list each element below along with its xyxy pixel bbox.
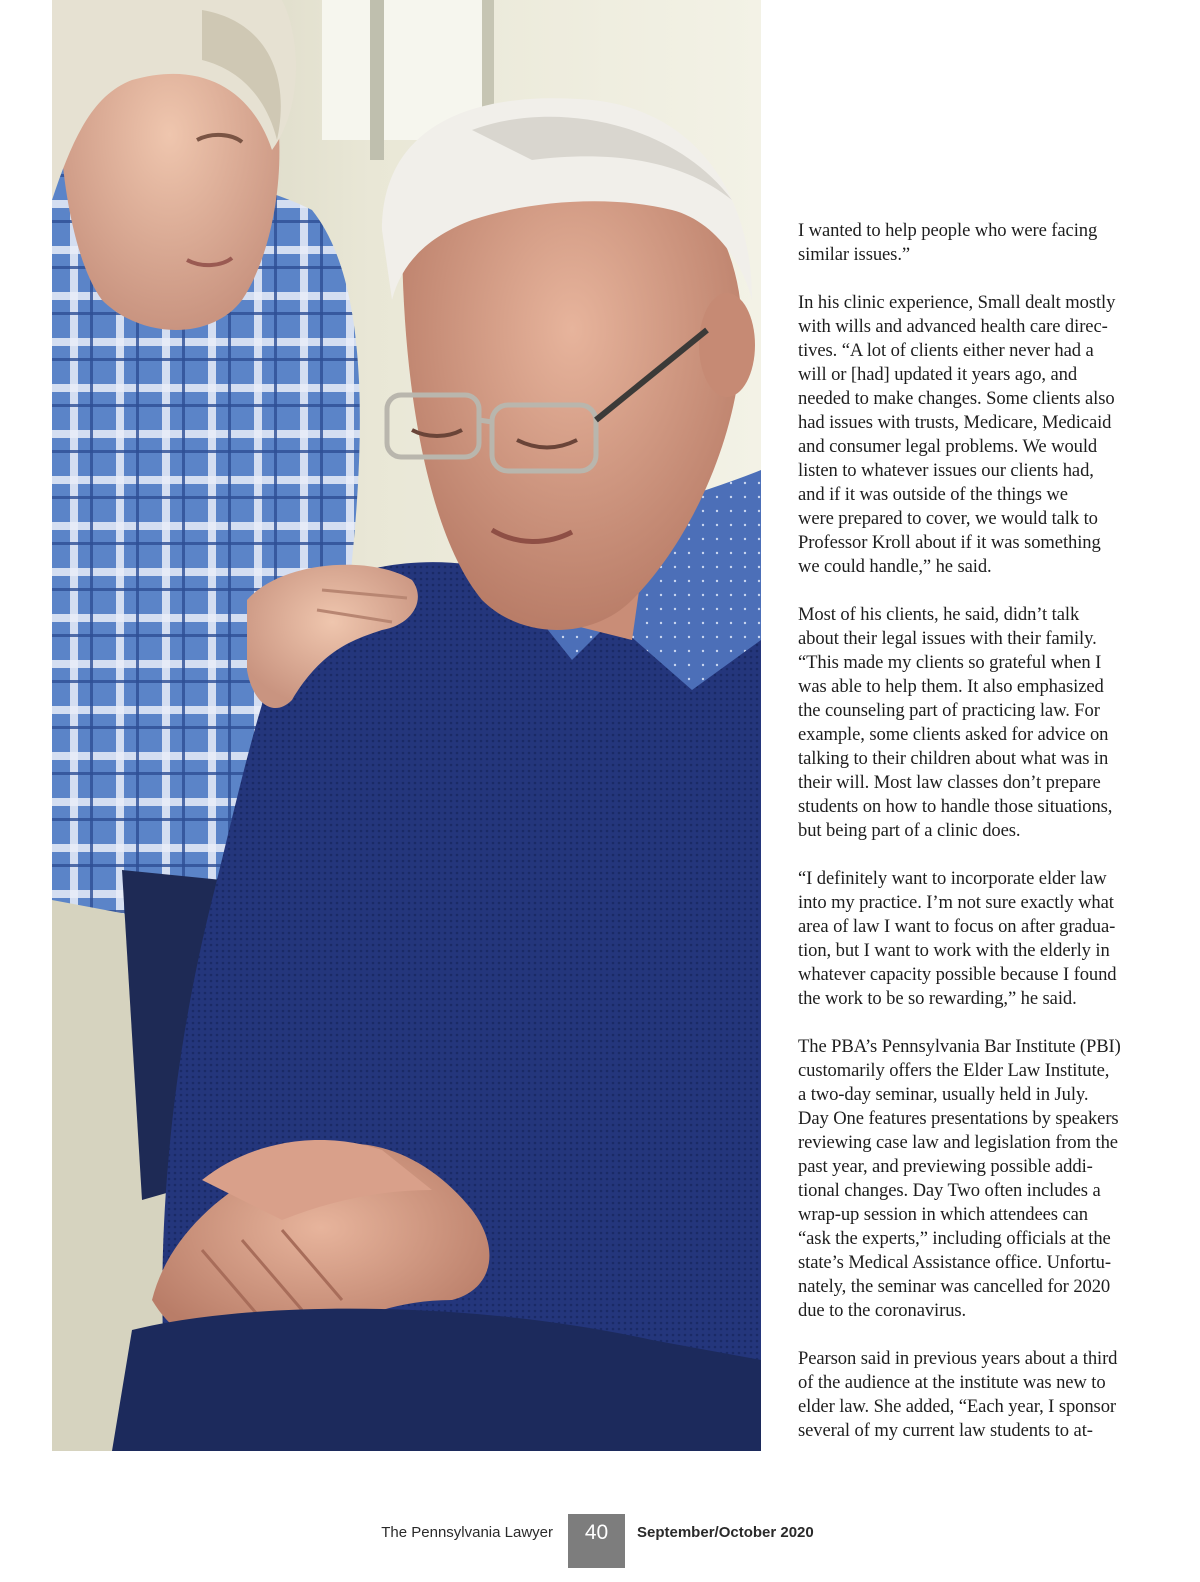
page-number: 40	[568, 1514, 625, 1568]
article-paragraph	[798, 1035, 1143, 1323]
text-line: and consumer legal problems. We would	[798, 436, 1098, 457]
issue-date: September/October 2020	[637, 1524, 814, 1541]
text-line: with wills and advanced health care direc-	[798, 316, 1108, 337]
text-line: listen to whatever issues our clients had,	[798, 460, 1094, 481]
text-line: will or [had] updated it years ago, and	[798, 364, 1078, 385]
text-line: Pearson said in previous years about a third	[798, 1348, 1118, 1369]
text-line: nately, the seminar was cancelled for 2020	[798, 1276, 1111, 1297]
article-body	[798, 219, 1143, 1467]
text-line: about their legal issues with their family.	[798, 628, 1097, 649]
text-line: tives. “A lot of clients either never had a	[798, 340, 1094, 361]
text-line: talking to their children about what was in	[798, 748, 1109, 769]
text-line: The PBA’s Pennsylvania Bar Institute (PBI)	[798, 1036, 1121, 1057]
elderly-couple-illustration	[52, 0, 761, 1451]
text-line: state’s Medical Assistance office. Unfortu-	[798, 1252, 1111, 1273]
text-line: reviewing case law and legislation from the	[798, 1132, 1118, 1153]
text-line: “This made my clients so grateful when I	[798, 652, 1102, 673]
text-line: Professor Kroll about if it was something	[798, 532, 1101, 553]
text-line: a two-day seminar, usually held in July.	[798, 1084, 1089, 1105]
text-line: customarily offers the Elder Law Institute,	[798, 1060, 1110, 1081]
article-paragraph	[798, 219, 1143, 267]
text-line: had issues with trusts, Medicare, Medicaid	[798, 412, 1112, 433]
text-line: I wanted to help people who were facing	[798, 220, 1098, 241]
text-line: similar issues.”	[798, 244, 911, 265]
text-line: we could handle,” he said.	[798, 556, 992, 577]
text-line: elder law. She added, “Each year, I sponsor	[798, 1396, 1116, 1417]
text-line: several of my current law students to at-	[798, 1420, 1093, 1441]
article-paragraph	[798, 1347, 1143, 1443]
text-line: of the audience at the institute was new to	[798, 1372, 1106, 1393]
text-line: were prepared to cover, we would talk to	[798, 508, 1098, 529]
text-line: students on how to handle those situations,	[798, 796, 1113, 817]
text-line: tion, but I want to work with the elderly in	[798, 940, 1110, 961]
text-line: past year, and previewing possible addi-	[798, 1156, 1093, 1177]
publication-name: The Pennsylvania Lawyer	[381, 1524, 553, 1541]
article-paragraph	[798, 867, 1143, 1011]
text-line: the work to be so rewarding,” he said.	[798, 988, 1077, 1009]
article-paragraph	[798, 603, 1143, 843]
text-line: area of law I want to focus on after gradua-	[798, 916, 1116, 937]
text-line: was able to help them. It also emphasized	[798, 676, 1104, 697]
article-paragraph	[798, 291, 1143, 579]
text-line: the counseling part of practicing law. For	[798, 700, 1100, 721]
text-line: example, some clients asked for advice on	[798, 724, 1109, 745]
text-line: into my practice. I’m not sure exactly what	[798, 892, 1114, 913]
text-line: Day One features presentations by speakers	[798, 1108, 1119, 1129]
text-line: “I definitely want to incorporate elder law	[798, 868, 1107, 889]
text-line: Most of his clients, he said, didn’t talk	[798, 604, 1080, 625]
text-line: due to the coronavirus.	[798, 1300, 967, 1321]
text-line: whatever capacity possible because I found	[798, 964, 1117, 985]
article-photo	[52, 0, 761, 1451]
text-line: “ask the experts,” including officials at the	[798, 1228, 1111, 1249]
text-line: needed to make changes. Some clients also	[798, 388, 1115, 409]
text-line: wrap-up session in which attendees can	[798, 1204, 1088, 1225]
text-line: their will. Most law classes don’t prepare	[798, 772, 1101, 793]
text-line: and if it was outside of the things we	[798, 484, 1068, 505]
text-line: tional changes. Day Two often includes a	[798, 1180, 1101, 1201]
text-line: but being part of a clinic does.	[798, 820, 1021, 841]
text-line: In his clinic experience, Small dealt mostly	[798, 292, 1116, 313]
page-footer	[0, 1514, 1200, 1568]
